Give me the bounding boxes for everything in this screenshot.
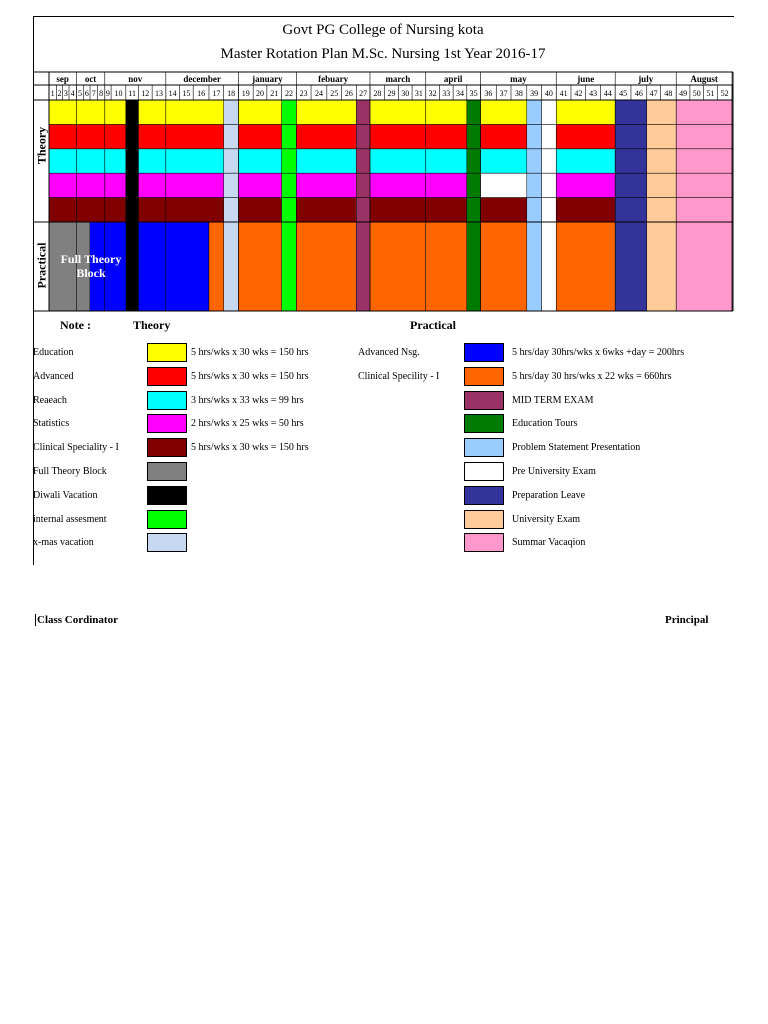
span-tours <box>467 100 481 311</box>
week-number: 36 <box>484 89 493 98</box>
legend-swatch-statistics <box>147 414 187 433</box>
week-number: 26 <box>344 89 353 98</box>
week-number: 30 <box>401 89 410 98</box>
cell-clinical-practical <box>556 222 615 311</box>
month-label: febuary <box>318 74 349 84</box>
month-label: march <box>385 74 411 84</box>
week-number: 22 <box>284 89 293 98</box>
legend-swatch-advanced_nsg <box>464 343 504 362</box>
week-number: 32 <box>428 89 437 98</box>
legend-description: Preparation Leave <box>512 489 586 501</box>
week-number: 17 <box>212 89 221 98</box>
legend-swatch-prep_leave <box>464 486 504 505</box>
span-clinical_practical <box>209 222 224 311</box>
practical-row-label: Practical <box>34 242 49 289</box>
week-number: 42 <box>574 89 583 98</box>
week-number: 4 <box>70 89 75 98</box>
cell-research <box>138 149 223 173</box>
week-number: 1 <box>50 89 55 98</box>
week-number: 29 <box>387 89 396 98</box>
cell-statistics <box>238 173 281 197</box>
month-label: january <box>252 74 283 84</box>
legend-swatch-education <box>147 343 187 362</box>
week-number: 50 <box>692 89 701 98</box>
cell-clinical_theory <box>49 198 126 222</box>
week-number: 46 <box>634 89 643 98</box>
cell-education <box>370 100 481 124</box>
week-number: 51 <box>706 89 715 98</box>
month-label: december <box>183 74 221 84</box>
cell-clinical_theory <box>480 198 526 222</box>
week-number: 49 <box>679 89 688 98</box>
span-internal <box>282 100 297 311</box>
month-label: april <box>443 74 463 84</box>
week-number: 52 <box>720 89 729 98</box>
legend-description: 5 hrs/day 30hrs/wks x 6wks +day = 200hrs <box>512 347 685 358</box>
week-number: 25 <box>330 89 339 98</box>
week-number: 14 <box>168 89 177 98</box>
signature-principal: Principal <box>665 614 709 626</box>
legend-description: Problem Statement Presentation <box>512 442 641 454</box>
cell-statistics <box>138 173 223 197</box>
cell-advanced <box>49 124 126 148</box>
month-label: june <box>577 74 595 84</box>
cell-research <box>296 149 356 173</box>
legend-label: Clinical Specility - I <box>358 370 440 382</box>
span-summer <box>676 100 732 311</box>
legend-swatch-research <box>147 391 187 410</box>
cell-research <box>370 149 481 173</box>
theory-row-label: Theory <box>34 126 49 165</box>
legend-swatch-xmas <box>147 533 187 552</box>
week-number: 34 <box>455 89 464 98</box>
week-number: 23 <box>299 89 308 98</box>
cell-education <box>480 100 526 124</box>
legend-description: Education Tours <box>512 418 578 430</box>
legend-label: Full Theory Block <box>33 466 107 477</box>
legend-swatch-clinical_theory <box>147 438 187 457</box>
legend-description: 2 hrs/wks x 25 wks = 50 hrs <box>191 418 304 430</box>
legend-swatch-problem_statement <box>464 438 504 457</box>
legend-label: Reaeach <box>33 394 67 406</box>
cell-education <box>296 100 356 124</box>
week-number: 28 <box>373 89 382 98</box>
legend-swatch-university_exam <box>464 510 504 529</box>
full-theory-block-label: Full Theory Block <box>60 252 122 280</box>
legend-swatch-pre_university <box>464 462 504 481</box>
legend-swatch-mid_term <box>464 391 504 410</box>
legend-label: Advanced Nsg. <box>358 347 420 358</box>
week-number: 48 <box>664 89 673 98</box>
legend-description: 5 hrs/day 30 hrs/wks x 22 wks = 660hrs <box>512 370 672 382</box>
cell-clinical-practical <box>480 222 526 311</box>
week-number: 7 <box>91 89 96 98</box>
cell-clinical-practical <box>296 222 356 311</box>
span-pre_university <box>542 100 557 311</box>
legend-label: Advanced <box>33 370 74 382</box>
week-number: 37 <box>499 89 508 98</box>
legend-practical-heading: Practical <box>410 318 456 332</box>
cell-statistics <box>296 173 356 197</box>
legend-description: Pre University Exam <box>512 466 596 477</box>
week-number: 18 <box>227 89 236 98</box>
week-number: 13 <box>154 89 163 98</box>
legend-label: x-mas vacation <box>33 537 94 549</box>
week-number: 16 <box>197 89 206 98</box>
week-number: 15 <box>182 89 191 98</box>
cell-clinical_theory <box>556 198 615 222</box>
week-number: 2 <box>57 89 62 98</box>
cell-clinical-practical <box>370 222 481 311</box>
legend-description: MID TERM EXAM <box>512 394 594 406</box>
month-label: oct <box>84 74 97 84</box>
legend-swatch-diwali <box>147 486 187 505</box>
legend-label: Diwali Vacation <box>33 489 98 501</box>
cell-advanced <box>556 124 615 148</box>
cell-advanced <box>480 124 526 148</box>
cell-clinical_theory <box>370 198 481 222</box>
signature-class-coordinator: Class Cordinator <box>37 614 118 626</box>
month-label: july <box>638 74 654 84</box>
week-number: 47 <box>649 89 658 98</box>
legend-swatch-tours <box>464 414 504 433</box>
cell-advanced <box>370 124 481 148</box>
month-label: sep <box>56 74 69 84</box>
week-number: 33 <box>442 89 451 98</box>
week-number: 5 <box>78 89 83 98</box>
legend-label: Statistics <box>33 418 70 430</box>
legend-description: 5 hrs/wks x 30 wks = 150 hrs <box>191 442 309 454</box>
week-number: 3 <box>63 89 68 98</box>
month-label: August <box>690 74 718 84</box>
cell-statistics <box>556 173 615 197</box>
week-number: 44 <box>603 89 612 98</box>
rotation-grid <box>0 0 768 330</box>
week-number: 38 <box>514 89 523 98</box>
legend-label: Clinical Speciality - I <box>33 442 119 454</box>
legend-swatch-advanced <box>147 367 187 386</box>
cell-clinical_theory <box>138 198 223 222</box>
week-number: 9 <box>105 89 110 98</box>
span-university_exam <box>647 100 676 311</box>
legend-label: Education <box>33 347 74 358</box>
cell-education <box>556 100 615 124</box>
cell-advanced <box>138 124 223 148</box>
cell-education <box>138 100 223 124</box>
legend-swatch-summer <box>464 533 504 552</box>
cell-clinical_theory <box>296 198 356 222</box>
legend-description: Summar Vacaqion <box>512 537 586 549</box>
legend-swatch-clinical_practical <box>464 367 504 386</box>
week-number: 6 <box>84 89 89 98</box>
month-label: nov <box>128 74 143 84</box>
cell-clinical-practical <box>238 222 281 311</box>
cell-advanced <box>296 124 356 148</box>
plan-title: Master Rotation Plan M.Sc. Nursing 1st Year 2016-17 <box>220 46 546 62</box>
week-number: 27 <box>359 89 368 98</box>
span-prep_leave <box>615 100 647 311</box>
week-number: 39 <box>530 89 539 98</box>
cell-statistics <box>370 173 481 197</box>
legend-description: 3 hrs/wks x 33 wks = 99 hrs <box>191 394 304 406</box>
cell-research <box>49 149 126 173</box>
cell-clinical_theory <box>238 198 281 222</box>
week-number: 10 <box>114 89 123 98</box>
week-number: 20 <box>256 89 265 98</box>
week-number: 43 <box>589 89 598 98</box>
span-problem_statement <box>527 100 542 311</box>
legend-theory-heading: Theory <box>133 318 171 332</box>
legend-description: 5 hrs/wks x 30 wks = 150 hrs <box>191 370 309 382</box>
week-number: 21 <box>270 89 279 98</box>
cell-education <box>238 100 281 124</box>
week-number: 11 <box>128 89 136 98</box>
cell-statistics <box>49 173 126 197</box>
week-number: 24 <box>314 89 323 98</box>
week-number: 19 <box>241 89 250 98</box>
legend-swatch-full_theory <box>147 462 187 481</box>
week-number: 40 <box>544 89 553 98</box>
week-number: 31 <box>414 89 423 98</box>
week-number: 8 <box>99 89 104 98</box>
span-advanced_nsg <box>138 222 209 311</box>
legend-description: 5 hrs/wks x 30 wks = 150 hrs <box>191 347 309 358</box>
week-number: 12 <box>141 89 150 98</box>
span-mid_term <box>356 100 370 311</box>
note-label: Note : <box>60 318 91 332</box>
legend-label: internal assesment <box>33 513 107 525</box>
cell-research <box>480 149 526 173</box>
week-number: 41 <box>559 89 568 98</box>
month-label: may <box>510 74 527 84</box>
college-title: Govt PG College of Nursing kota <box>282 22 484 38</box>
legend-swatch-internal <box>147 510 187 529</box>
cell-advanced <box>238 124 281 148</box>
span-xmas <box>224 100 239 311</box>
cell-research <box>556 149 615 173</box>
cell-education <box>49 100 126 124</box>
cell-research <box>238 149 281 173</box>
legend-description: University Exam <box>512 513 581 525</box>
week-number: 35 <box>469 89 478 98</box>
week-number: 45 <box>619 89 628 98</box>
